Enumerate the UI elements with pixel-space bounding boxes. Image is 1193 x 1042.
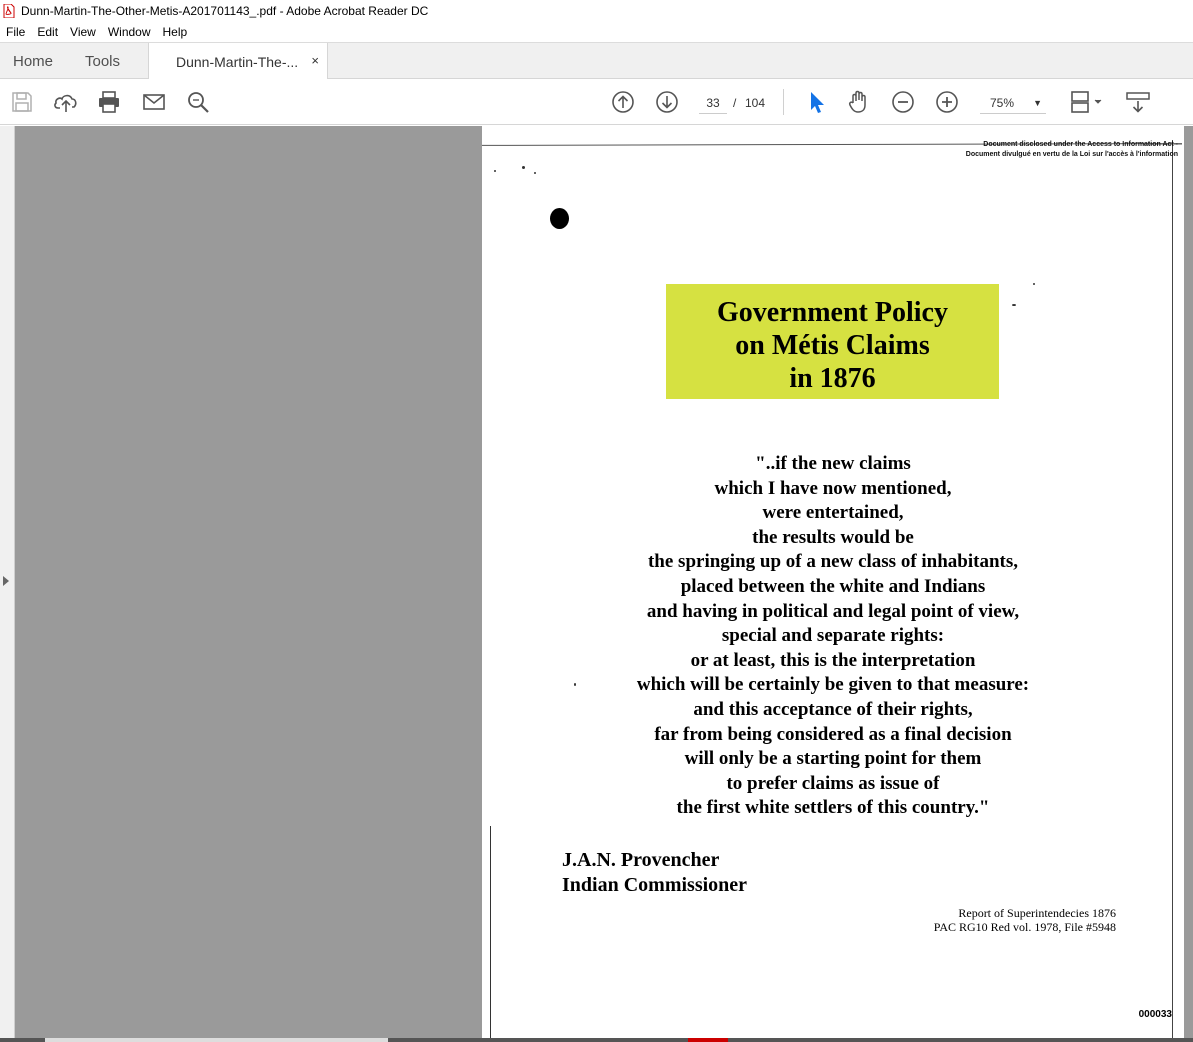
tab-bar — [0, 42, 1193, 79]
quote-attribution — [562, 848, 747, 898]
select-cursor-icon[interactable] — [803, 89, 829, 115]
quote-line: were entertained, — [762, 502, 904, 524]
source-line-2: PAC RG10 Red vol. 1978, File #5948 — [933, 920, 1116, 934]
acrobat-pdf-icon — [3, 4, 15, 18]
zoom-in-icon[interactable] — [934, 89, 960, 115]
source-line-1: Report of Superintendecies 1876 — [958, 906, 1116, 920]
toolbar-divider — [783, 89, 784, 115]
title-line-1: Government Policy — [717, 297, 948, 328]
scan-border-left — [490, 826, 491, 1042]
author-title: Indian Commissioner — [562, 874, 748, 896]
ink-blot — [550, 208, 569, 229]
scrollbar-thumb[interactable] — [45, 1038, 388, 1042]
quote-line: will only be a starting point for them — [684, 748, 982, 770]
scan-speck — [494, 170, 496, 172]
scan-speck — [534, 172, 536, 174]
title-box — [666, 284, 999, 399]
next-page-icon[interactable] — [654, 89, 680, 115]
quote-line: the results would be — [752, 526, 914, 548]
hand-tool-icon[interactable] — [846, 89, 872, 115]
quotation — [582, 452, 1084, 821]
left-panel-toggle[interactable] — [0, 126, 15, 1042]
title-line-3: in 1876 — [789, 363, 876, 394]
tab-tools[interactable]: Tools — [85, 53, 121, 70]
zoom-search-icon[interactable] — [185, 89, 211, 115]
menu-file[interactable]: File — [6, 25, 26, 39]
scan-speck — [1033, 283, 1035, 285]
menu-bar — [0, 22, 1193, 42]
scan-border-right — [1172, 140, 1173, 1040]
scan-speck — [574, 683, 576, 686]
tab-document[interactable] — [148, 43, 328, 80]
zoom-level-value: 75% — [990, 96, 1015, 110]
disclosure-line-1: Document disclosed under the Access to Information Act - — [983, 141, 1178, 148]
menu-edit[interactable]: Edit — [37, 25, 59, 39]
window-title: Dunn-Martin-The-Other-Metis-A201701143_.pdf - Adobe Acrobat Reader DC — [21, 4, 429, 18]
scan-speck — [522, 166, 525, 169]
read-mode-icon[interactable] — [1125, 89, 1151, 115]
quote-line: the first white settlers of this country." — [676, 797, 990, 819]
quote-line: to prefer claims as issue of — [726, 772, 940, 794]
document-page-number: 000033 — [1138, 1009, 1172, 1020]
title-line-2: on Métis Claims — [735, 330, 930, 361]
page-total: 104 — [745, 96, 766, 110]
scan-speck — [1012, 304, 1016, 306]
email-icon[interactable] — [141, 89, 167, 115]
quote-line: which I have now mentioned, — [714, 477, 952, 499]
main-toolbar — [0, 79, 1193, 125]
menu-help[interactable]: Help — [162, 25, 188, 39]
print-icon[interactable] — [96, 89, 122, 115]
chevron-down-icon: ▼ — [1033, 98, 1042, 108]
cloud-upload-icon[interactable] — [53, 89, 79, 115]
quote-line: special and separate rights: — [721, 625, 945, 647]
window-title-bar — [0, 0, 1193, 22]
tab-document-label: Dunn-Martin-The-... — [176, 53, 299, 70]
page-number-input[interactable]: 33 — [699, 92, 727, 114]
quote-line: the springing up of a new class of inhabitants, — [647, 551, 1019, 573]
previous-page-icon[interactable] — [610, 89, 636, 115]
disclosure-stamp — [966, 140, 1178, 160]
expand-panel-icon[interactable] — [3, 576, 9, 586]
quote-line: which will be certainly be given to that measure: — [636, 674, 1030, 696]
quote-line: or at least, this is the interpretation — [690, 649, 976, 671]
pdf-page — [482, 126, 1184, 1042]
zoom-level-select[interactable] — [980, 92, 1046, 114]
disclosure-line-2: Document divulgué en vertu de la Loi sur l'accès à l'information — [965, 151, 1178, 158]
quote-line: and this acceptance of their rights, — [693, 698, 973, 720]
horizontal-scrollbar[interactable] — [0, 1038, 1193, 1042]
page-separator: / — [733, 96, 737, 110]
quote-line: and having in political and legal point of view, — [646, 600, 1020, 622]
tab-home[interactable]: Home — [13, 53, 54, 70]
quote-line: far from being considered as a final decision — [654, 723, 1012, 745]
source-citation — [934, 906, 1116, 934]
menu-window[interactable]: Window — [107, 25, 151, 39]
author-name: J.A.N. Provencher — [562, 849, 720, 871]
close-icon[interactable]: × — [311, 53, 319, 68]
quote-line: "..if the new claims — [755, 453, 911, 474]
zoom-out-icon[interactable] — [890, 89, 916, 115]
quote-line: placed between the white and Indians — [680, 575, 986, 597]
scroll-indicator — [688, 1038, 728, 1042]
save-icon[interactable] — [9, 89, 35, 115]
menu-view[interactable]: View — [70, 25, 96, 39]
page-display-icon[interactable] — [1070, 89, 1106, 115]
